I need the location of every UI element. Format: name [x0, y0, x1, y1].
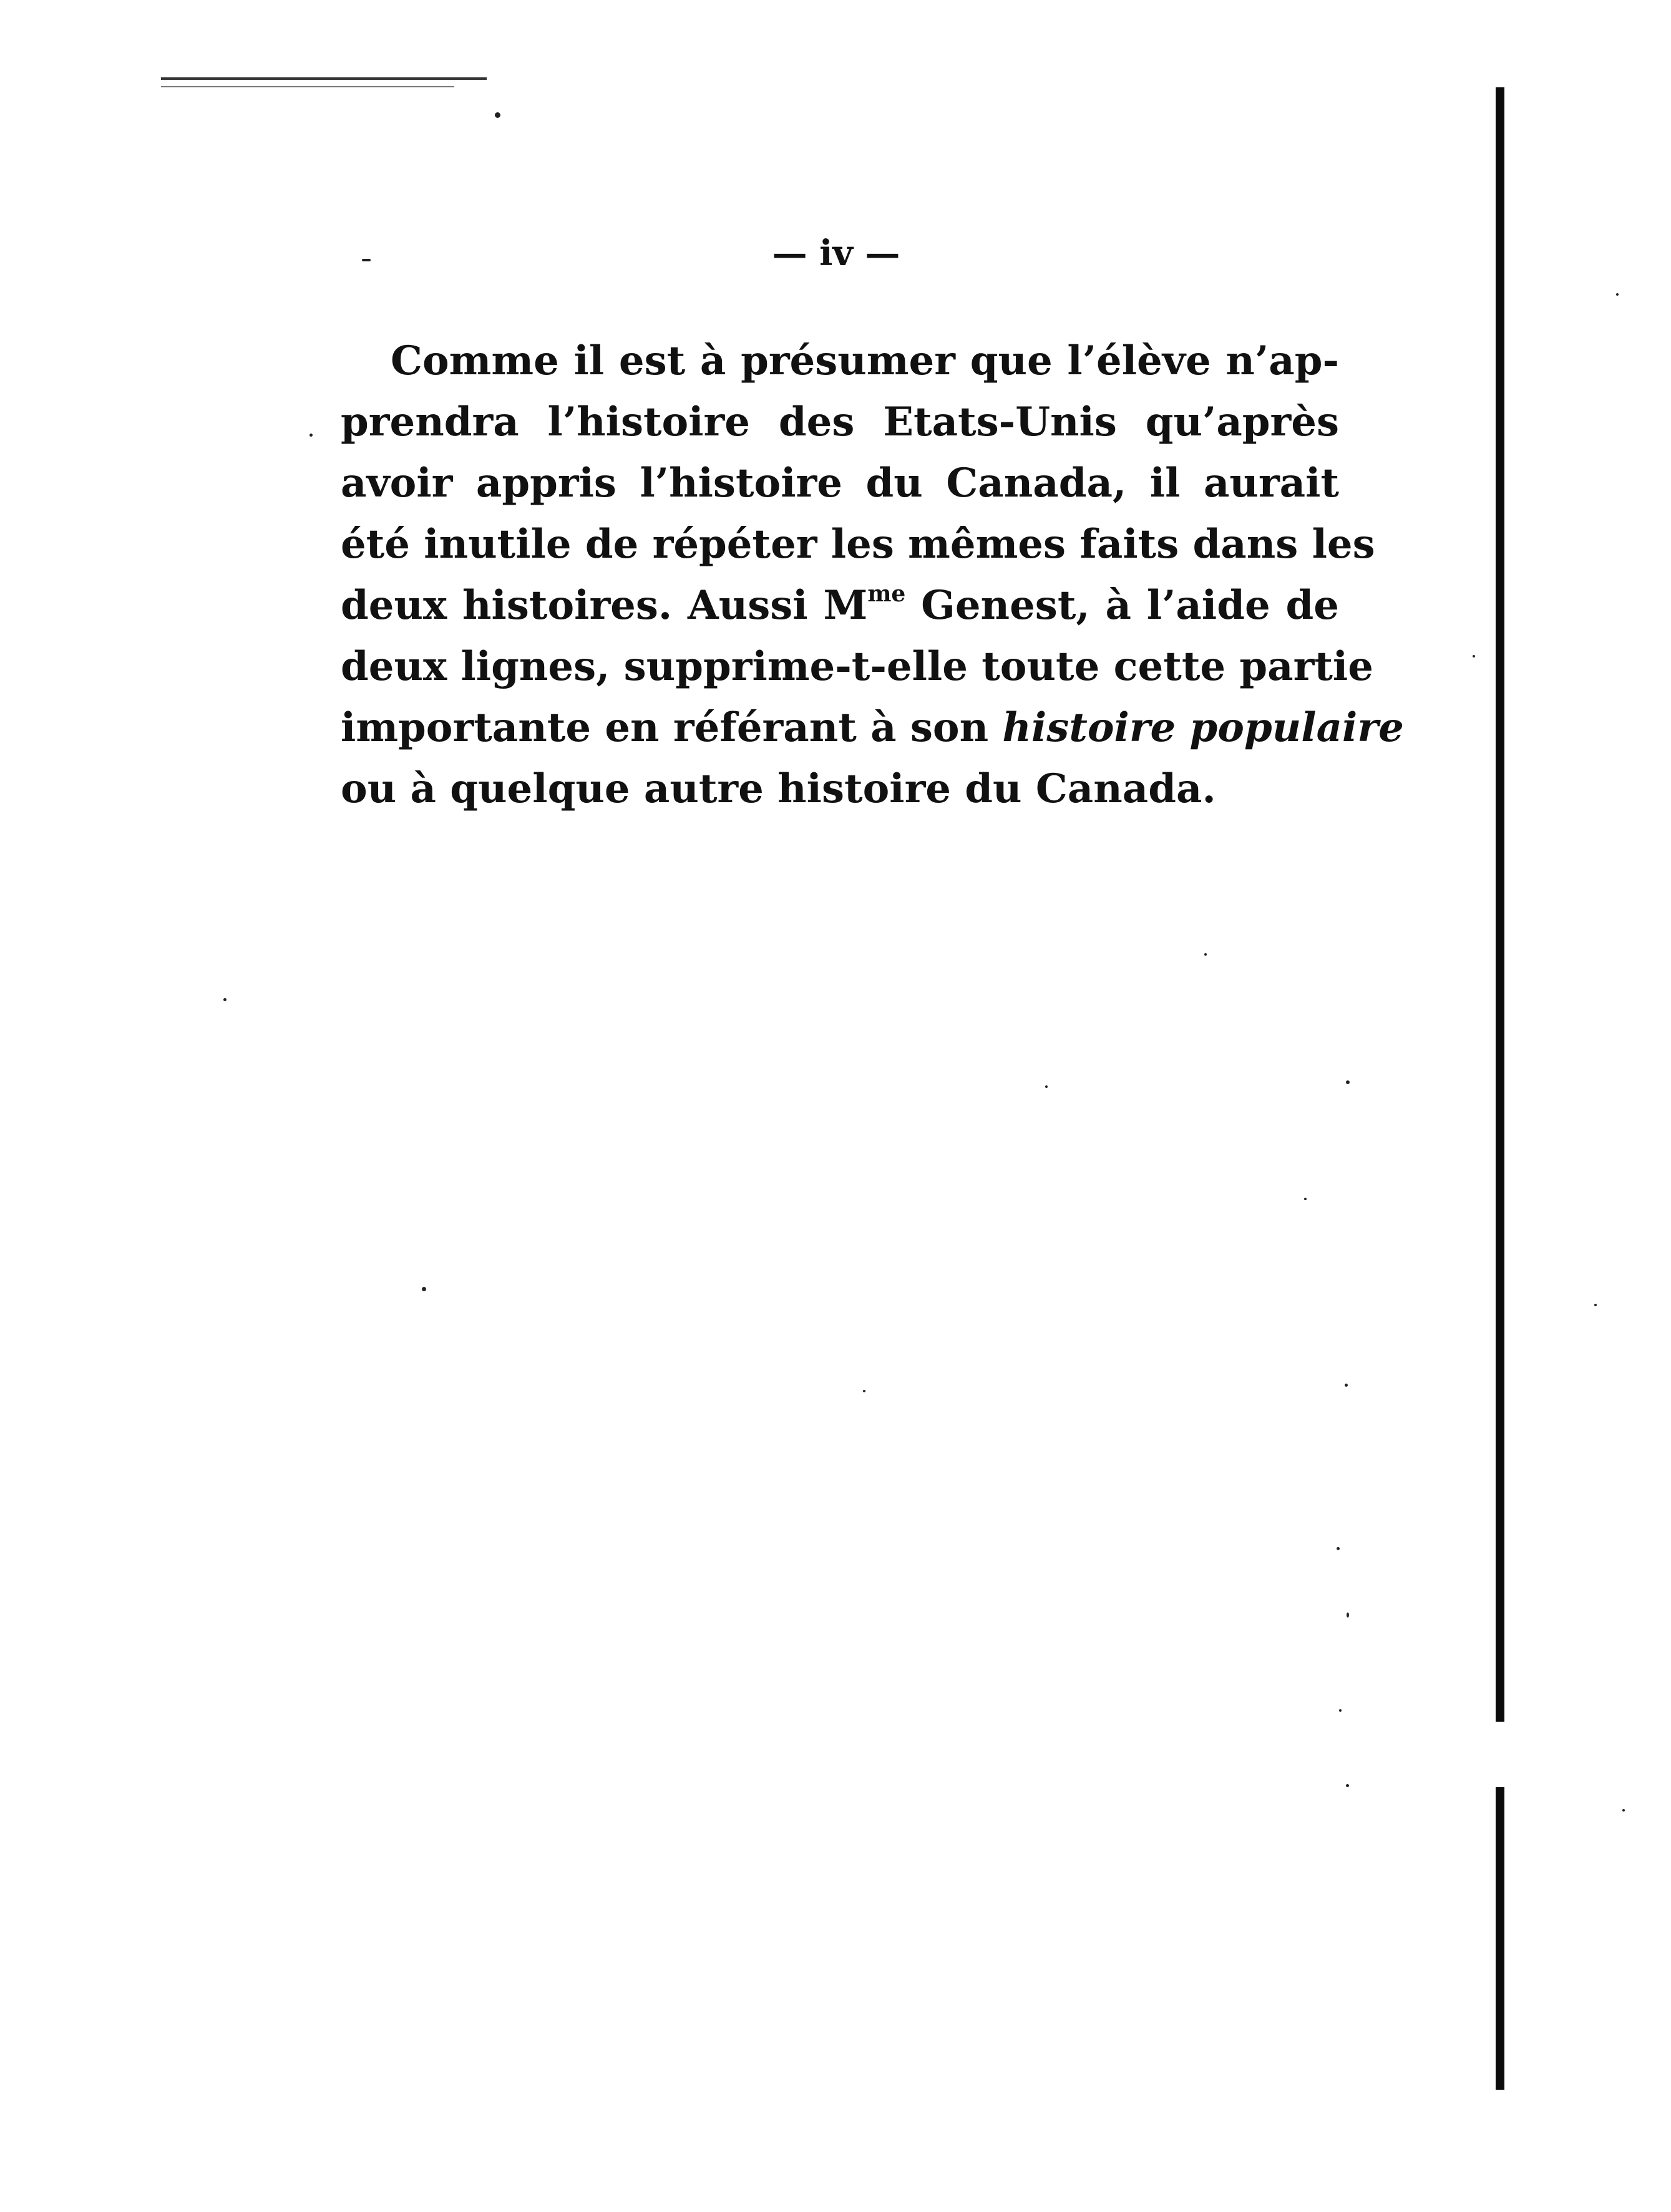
print-speck — [1204, 953, 1207, 956]
line-text: deux histoires. Aussi M — [341, 582, 868, 629]
print-speck — [1045, 1085, 1048, 1088]
paragraph-line — [341, 697, 1404, 759]
superscript-abbreviation: me — [867, 581, 906, 607]
print-speck — [1339, 1709, 1342, 1712]
print-speck — [495, 112, 500, 118]
paragraph-line: avoir appris l’histoire du Canada, il aurait — [341, 460, 1339, 507]
print-speck — [422, 1287, 426, 1291]
paragraph-line: prendra l’histoire des Etats-Unis qu’après — [341, 399, 1339, 445]
print-speck — [1337, 1547, 1340, 1550]
top-edge-rule-faint — [161, 86, 454, 87]
print-speck — [1473, 655, 1475, 657]
print-speck — [863, 1390, 865, 1392]
binding-shadow-lower — [1496, 1787, 1504, 2090]
paragraph-line — [341, 575, 1339, 636]
page-number: — iv — — [772, 233, 900, 274]
print-speck — [362, 259, 371, 261]
print-speck — [1347, 1613, 1349, 1618]
print-speck — [1346, 1784, 1349, 1787]
paragraph-line: ou à quelque autre histoire du Canada. — [341, 765, 1216, 812]
print-speck — [1616, 293, 1619, 296]
print-speck — [1622, 1809, 1625, 1812]
paragraph-line: Comme il est à présumer que l’élève n’ap- — [391, 337, 1339, 384]
print-speck — [1345, 1384, 1348, 1387]
line-text: importante en référant à son — [341, 704, 1003, 751]
print-speck — [223, 998, 227, 1001]
binding-shadow-upper — [1496, 87, 1504, 1722]
print-speck — [1304, 1198, 1307, 1200]
print-speck — [309, 434, 313, 437]
line-text: Genest, à l’aide de — [905, 582, 1340, 629]
paragraph-line: été inutile de répéter les mêmes faits dans les — [341, 521, 1375, 568]
print-speck — [1594, 1304, 1597, 1306]
book-title-italic: histoire populaire — [1002, 704, 1404, 751]
print-speck — [1346, 1080, 1350, 1084]
paragraph-line: deux lignes, supprime-t-elle toute cette partie — [341, 643, 1373, 690]
paragraph — [341, 331, 1404, 820]
top-edge-rule — [161, 77, 487, 80]
